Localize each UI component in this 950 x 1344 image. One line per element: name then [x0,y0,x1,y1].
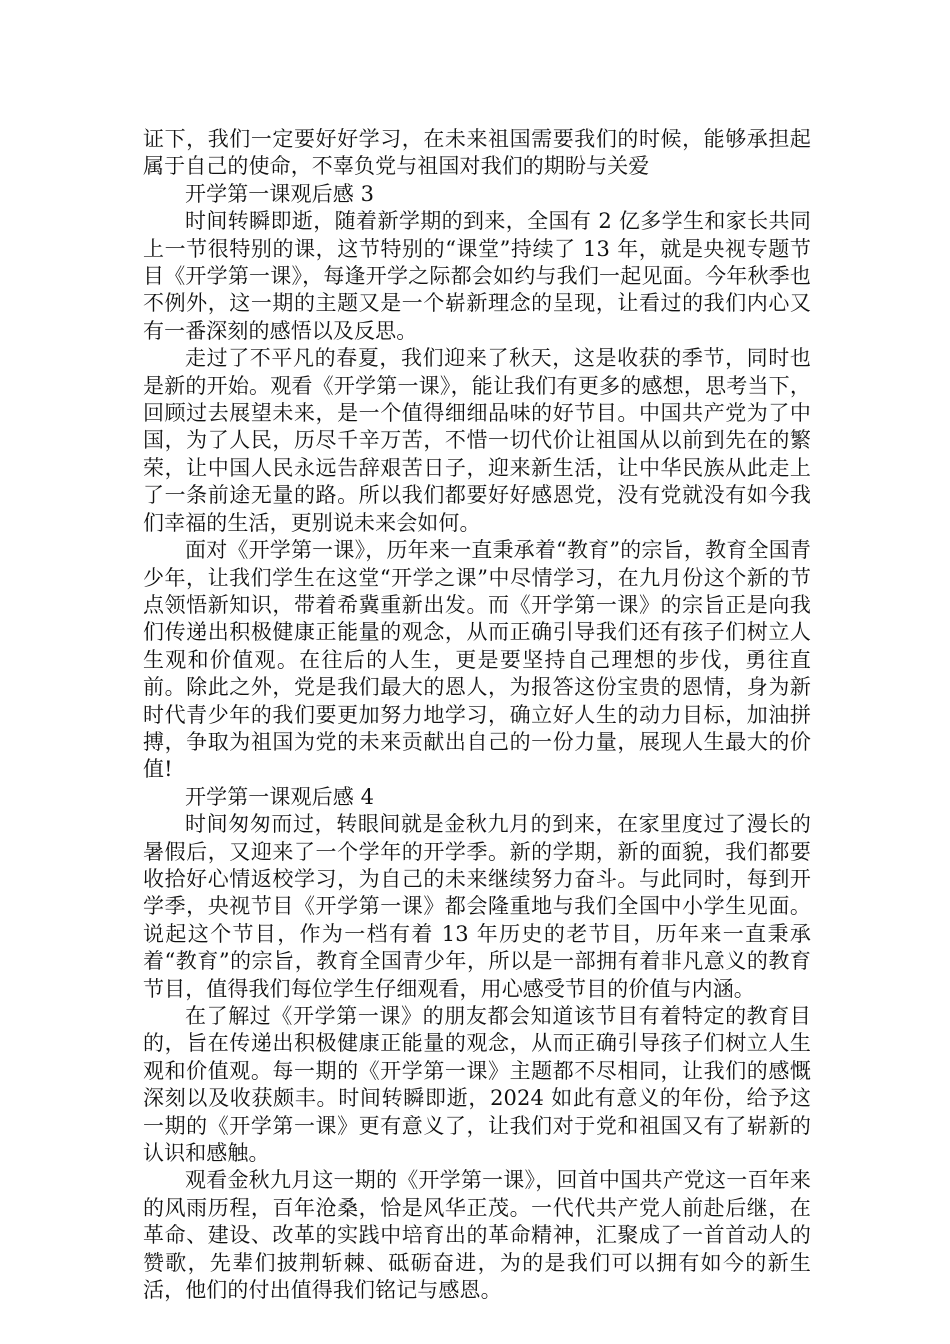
paragraph: 时间转瞬即逝，随着新学期的到来，全国有 2 亿多学生和家长共同上一节很特别的课，这节特别的“课堂”持续了 13 年，就是央视专题节目《开学第一课》，每逢开学之际都会如约与我们一起见面。今年秋季也不例外，这一期的主题又是一个崭新理念的呈现，让看过的我们内心又有一番深刻的感悟以及反思。 [143,209,811,343]
document-page [143,126,811,1304]
section-heading-4: 开学第一课观后感 4 [185,784,375,809]
section-heading-3: 开学第一课观后感 3 [185,181,375,206]
paragraph-continuation: 证下，我们一定要好好学习，在未来祖国需要我们的时候，能够承担起属于自己的使命，不辜负党与祖国对我们的期盼与关爱 [143,127,811,179]
paragraph: 走过了不平凡的春夏，我们迎来了秋天，这是收获的季节，同时也是新的开始。观看《开学第一课》，能让我们有更多的感想，思考当下，回顾过去展望未来，是一个值得细细品味的好节目。中国共产党为了中国，为了人民，历尽千辛万苦，不惜一切代价让祖国从以前到先在的繁荣，让中国人民永远告辞艰苦日子，迎来新生活，让中华民族从此走上了一条前途无量的路。所以我们都要好好感恩党，没有党就没有如今我们幸福的生活，更别说未来会如何。 [143,346,811,535]
paragraph: 观看金秋九月这一期的《开学第一课》，回首中国共产党这一百年来的风雨历程，百年沧桑，恰是风华正茂。一代代共产党人前赴后继，在革命、建设、改革的实践中培育出的革命精神，汇聚成了一首首动人的赞歌，先辈们披荆斩棘、砥砺奋进，为的是我们可以拥有如今的新生活，他们的付出值得我们铭记与感恩。 [143,1168,811,1303]
paragraph: 在了解过《开学第一课》的朋友都会知道该节目有着特定的教育目的，旨在传递出积极健康正能量的观念，从而正确引导孩子们树立人生观和价值观。每一期的《开学第一课》主题都不尽相同，让我们的感慨深刻以及收获颇丰。时间转瞬即逝，2024 如此有意义的年份，给予这一期的《开学第一课》更有意义了，让我们对于党和祖国又有了崭新的认识和感触。 [143,1004,811,1166]
paragraph: 面对《开学第一课》，历年来一直秉承着“教育”的宗旨，教育全国青少年，让我们学生在这堂“开学之课”中尽情学习，在九月份这个新的节点领悟新知识，带着希冀重新出发。而《开学第一课》的宗旨正是向我们传递出积极健康正能量的观念，从而正确引导我们还有孩子们树立人生观和价值观。在往后的人生，更是要坚持自己理想的步伐，勇往直前。除此之外，党是我们最大的恩人，为报答这份宝贵的恩情，身为新时代青少年的我们要更加努力地学习，确立好人生的动力目标，加油拼搏，争取为祖国为党的未来贡献出自己的一份力量，展现人生最大的价值! [143,538,811,782]
paragraph: 时间匆匆而过，转眼间就是金秋九月的到来，在家里度过了漫长的暑假后，又迎来了一个学年的开学季。新的学期，新的面貌，我们都要收拾好心情返校学习，为自己的未来继续努力奋斗。与此同时，每到开学季，央视节目《开学第一课》都会隆重地与我们全国中小学生见面。说起这个节目，作为一档有着 13 年历史的老节目，历年来一直秉承着“教育”的宗旨，教育全国青少年，所以是一部拥有着非凡意义的教育节目，值得我们每位学生仔细观看，用心感受节目的价值与内涵。 [143,812,811,1001]
